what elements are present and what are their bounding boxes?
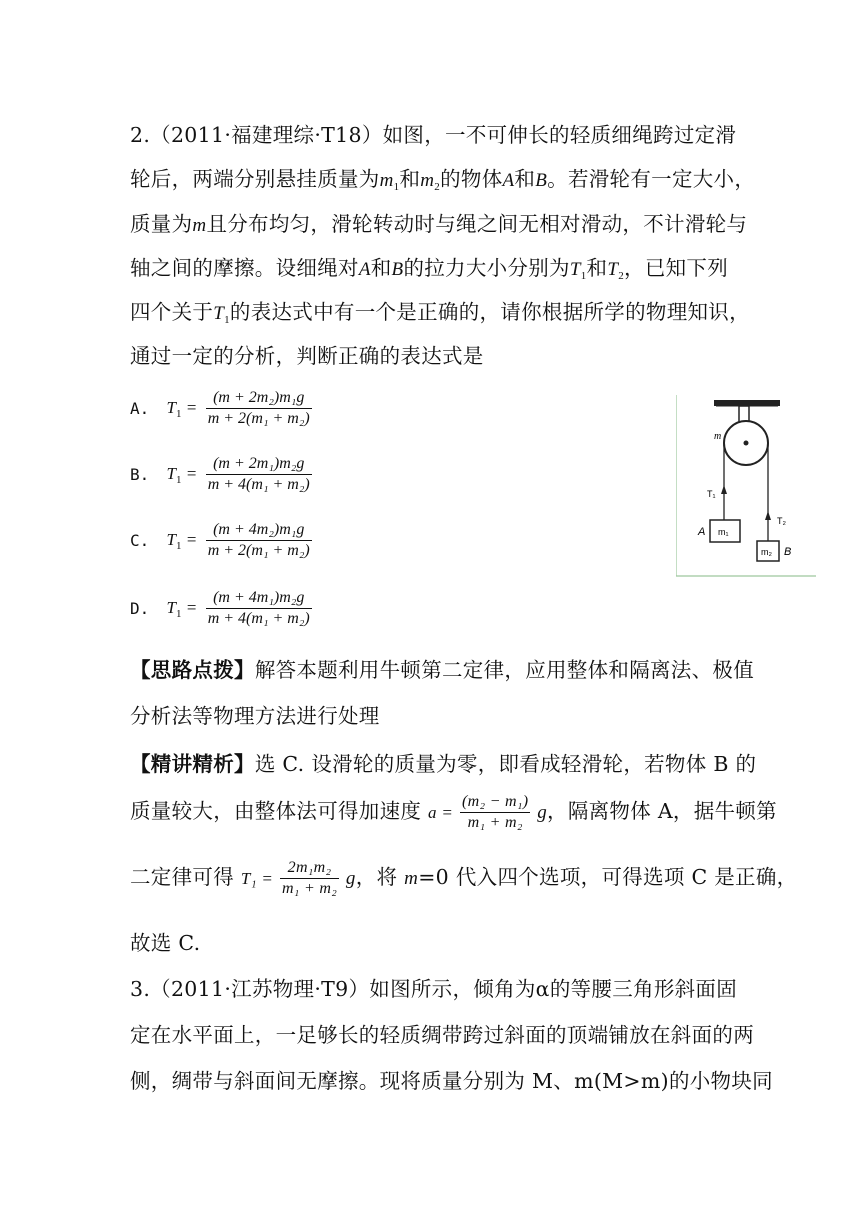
- tension-t1: $T_1$: [569, 259, 587, 282]
- analysis-line-2: [130, 792, 777, 833]
- t1-lhs: T₁ =: [240, 869, 274, 888]
- option-a: [130, 388, 312, 429]
- t2-arrow: [765, 511, 771, 520]
- analysis-text: ，将: [355, 865, 398, 889]
- q3-line-1: [130, 972, 737, 1002]
- option-lhs: $T_1$ =: [166, 397, 198, 420]
- option-fraction: [206, 388, 312, 429]
- q2-text: 轮后，两端分别悬挂质量为: [130, 167, 380, 191]
- option-label: C.: [130, 531, 150, 550]
- block-a-label: A: [698, 526, 706, 538]
- q2-text: 的物体: [440, 167, 503, 191]
- option-lhs: $T_1$ =: [166, 529, 198, 552]
- analysis-text: 二定律可得: [130, 865, 234, 889]
- q2-line-4: [130, 251, 728, 282]
- q2-text: 且分布均匀，滑轮转动时与绳之间无相对滑动，不计滑轮与: [206, 212, 748, 236]
- object-a: A: [502, 170, 515, 191]
- hint-line-1: [130, 653, 754, 683]
- analysis-text: 质量较大，由整体法可得加速度: [130, 799, 422, 823]
- q2-line-1: [130, 118, 736, 148]
- q3-text: 定在水平面上，一足够长的轻质绸带跨过斜面的顶端铺放在斜面的两: [130, 1023, 754, 1047]
- fraction-denominator: m + 2(m₁ + m₂): [207, 542, 310, 559]
- pulley-mass-label: m: [714, 431, 722, 442]
- mass-m: m: [404, 868, 419, 889]
- option-fraction: [206, 520, 312, 561]
- option-d: [130, 588, 312, 629]
- q2-line-6: [130, 339, 484, 369]
- t1-label: T₁: [707, 489, 716, 499]
- q2-text: 和: [399, 167, 421, 191]
- q2-line-3: [130, 207, 747, 237]
- analysis-line-4: [130, 926, 201, 956]
- mass-m2: $m_2$: [420, 170, 441, 193]
- hint-line-2: [130, 699, 380, 729]
- option-c: [130, 520, 312, 561]
- pulley-figure: [676, 395, 816, 577]
- analysis-text: =0 代入四个选项，可得选项 C 是正确，: [418, 865, 798, 889]
- acceleration-fraction: [460, 792, 530, 833]
- q3-line-3: [130, 1064, 773, 1094]
- option-b: [130, 454, 312, 495]
- q2-text: 的拉力大小分别为: [403, 256, 570, 280]
- acceleration-lhs: a =: [428, 803, 454, 822]
- analysis-line-3: [130, 858, 797, 899]
- fraction-denominator: m + 4(m₁ + m₂): [207, 610, 310, 627]
- ceiling: [714, 400, 780, 406]
- hint-text: 分析法等物理方法进行处理: [130, 704, 380, 728]
- q2-text: 和: [370, 256, 392, 280]
- option-label: B.: [130, 465, 150, 484]
- q3-line-2: [130, 1018, 754, 1048]
- analysis-line-1: [130, 747, 756, 777]
- q2-text: 2.（2011·福建理综·T18）如图，一不可伸长的轻质细绳跨过定滑: [130, 123, 737, 147]
- q2-text: 和: [514, 167, 536, 191]
- q2-text: 质量为: [130, 212, 193, 236]
- object-b: B: [535, 170, 548, 191]
- analysis-text: 故选 C.: [130, 931, 201, 955]
- block-b-label: B: [784, 546, 792, 558]
- mass-m: m: [192, 215, 207, 236]
- t1-arrow: [721, 485, 727, 494]
- hint-title: 【思路点拨】: [130, 658, 255, 682]
- q2-text: 轴之间的摩擦。设细绳对: [130, 256, 359, 280]
- q2-text: 的表达式中有一个是正确的，请你根据所学的物理知识，: [229, 300, 750, 324]
- q3-text: 侧，绸带与斜面间无摩擦。现将质量分别为 M、m(M>m)的小物块同: [130, 1069, 773, 1093]
- hint-text: 解答本题利用牛顿第二定律，应用整体和隔离法、极值: [254, 658, 755, 682]
- mass-m1: $m_1$: [379, 170, 400, 193]
- option-label: D.: [130, 599, 150, 618]
- pulley-axle: [744, 441, 749, 446]
- gravity-g: g: [345, 868, 356, 889]
- analysis-title: 【精讲精析】: [130, 752, 255, 776]
- option-label: A.: [130, 399, 150, 418]
- option-fraction: [206, 588, 312, 629]
- analysis-text: ，隔离物体 A，据牛顿第: [547, 799, 777, 823]
- fraction-numerator: (m + 4m₁)m₂g: [206, 588, 312, 609]
- q2-text: 和: [586, 256, 608, 280]
- t2-label: T₂: [777, 516, 786, 526]
- q2-line-5: [130, 295, 750, 326]
- fraction-numerator: (m + 4m₂)m₁g: [206, 520, 312, 541]
- fraction-denominator: m₁ + m₂: [467, 814, 523, 831]
- q2-line-2: [130, 162, 755, 193]
- option-lhs: $T_1$ =: [166, 463, 198, 486]
- q2-text: 。若滑轮有一定大小，: [547, 167, 756, 191]
- fraction-numerator: (m + 2m₂)m₁g: [206, 388, 312, 409]
- block-a-mass: m₁: [718, 527, 729, 537]
- q2-text: 通过一定的分析，判断正确的表达式是: [130, 344, 484, 368]
- fraction-denominator: m₁ + m₂: [281, 880, 338, 897]
- q2-text: 四个关于: [130, 300, 214, 324]
- fraction-denominator: m + 4(m₁ + m₂): [207, 476, 310, 493]
- fraction-numerator: (m + 2m₁)m₂g: [206, 454, 312, 475]
- q2-text: ，已知下列: [624, 256, 729, 280]
- gravity-g: g: [537, 802, 548, 823]
- object-b: B: [391, 259, 404, 280]
- fraction-numerator: (m₂ − m₁): [460, 792, 530, 813]
- q3-text: 3.（2011·江苏物理·T9）如图所示，倾角为α的等腰三角形斜面固: [130, 977, 738, 1001]
- fraction-numerator: 2m₁m₂: [280, 858, 339, 879]
- option-fraction: [206, 454, 312, 495]
- block-b-mass: m₂: [761, 547, 772, 557]
- analysis-text: 选 C. 设滑轮的质量为零，即看成轻滑轮，若物体 B 的: [254, 752, 757, 776]
- object-a: A: [358, 259, 371, 280]
- option-lhs: $T_1$ =: [166, 597, 198, 620]
- fraction-denominator: m + 2(m₁ + m₂): [207, 410, 310, 427]
- tension-t1: $T_1$: [213, 303, 230, 326]
- tension-t2: $T_2$: [607, 259, 625, 282]
- t1-fraction: [280, 858, 339, 899]
